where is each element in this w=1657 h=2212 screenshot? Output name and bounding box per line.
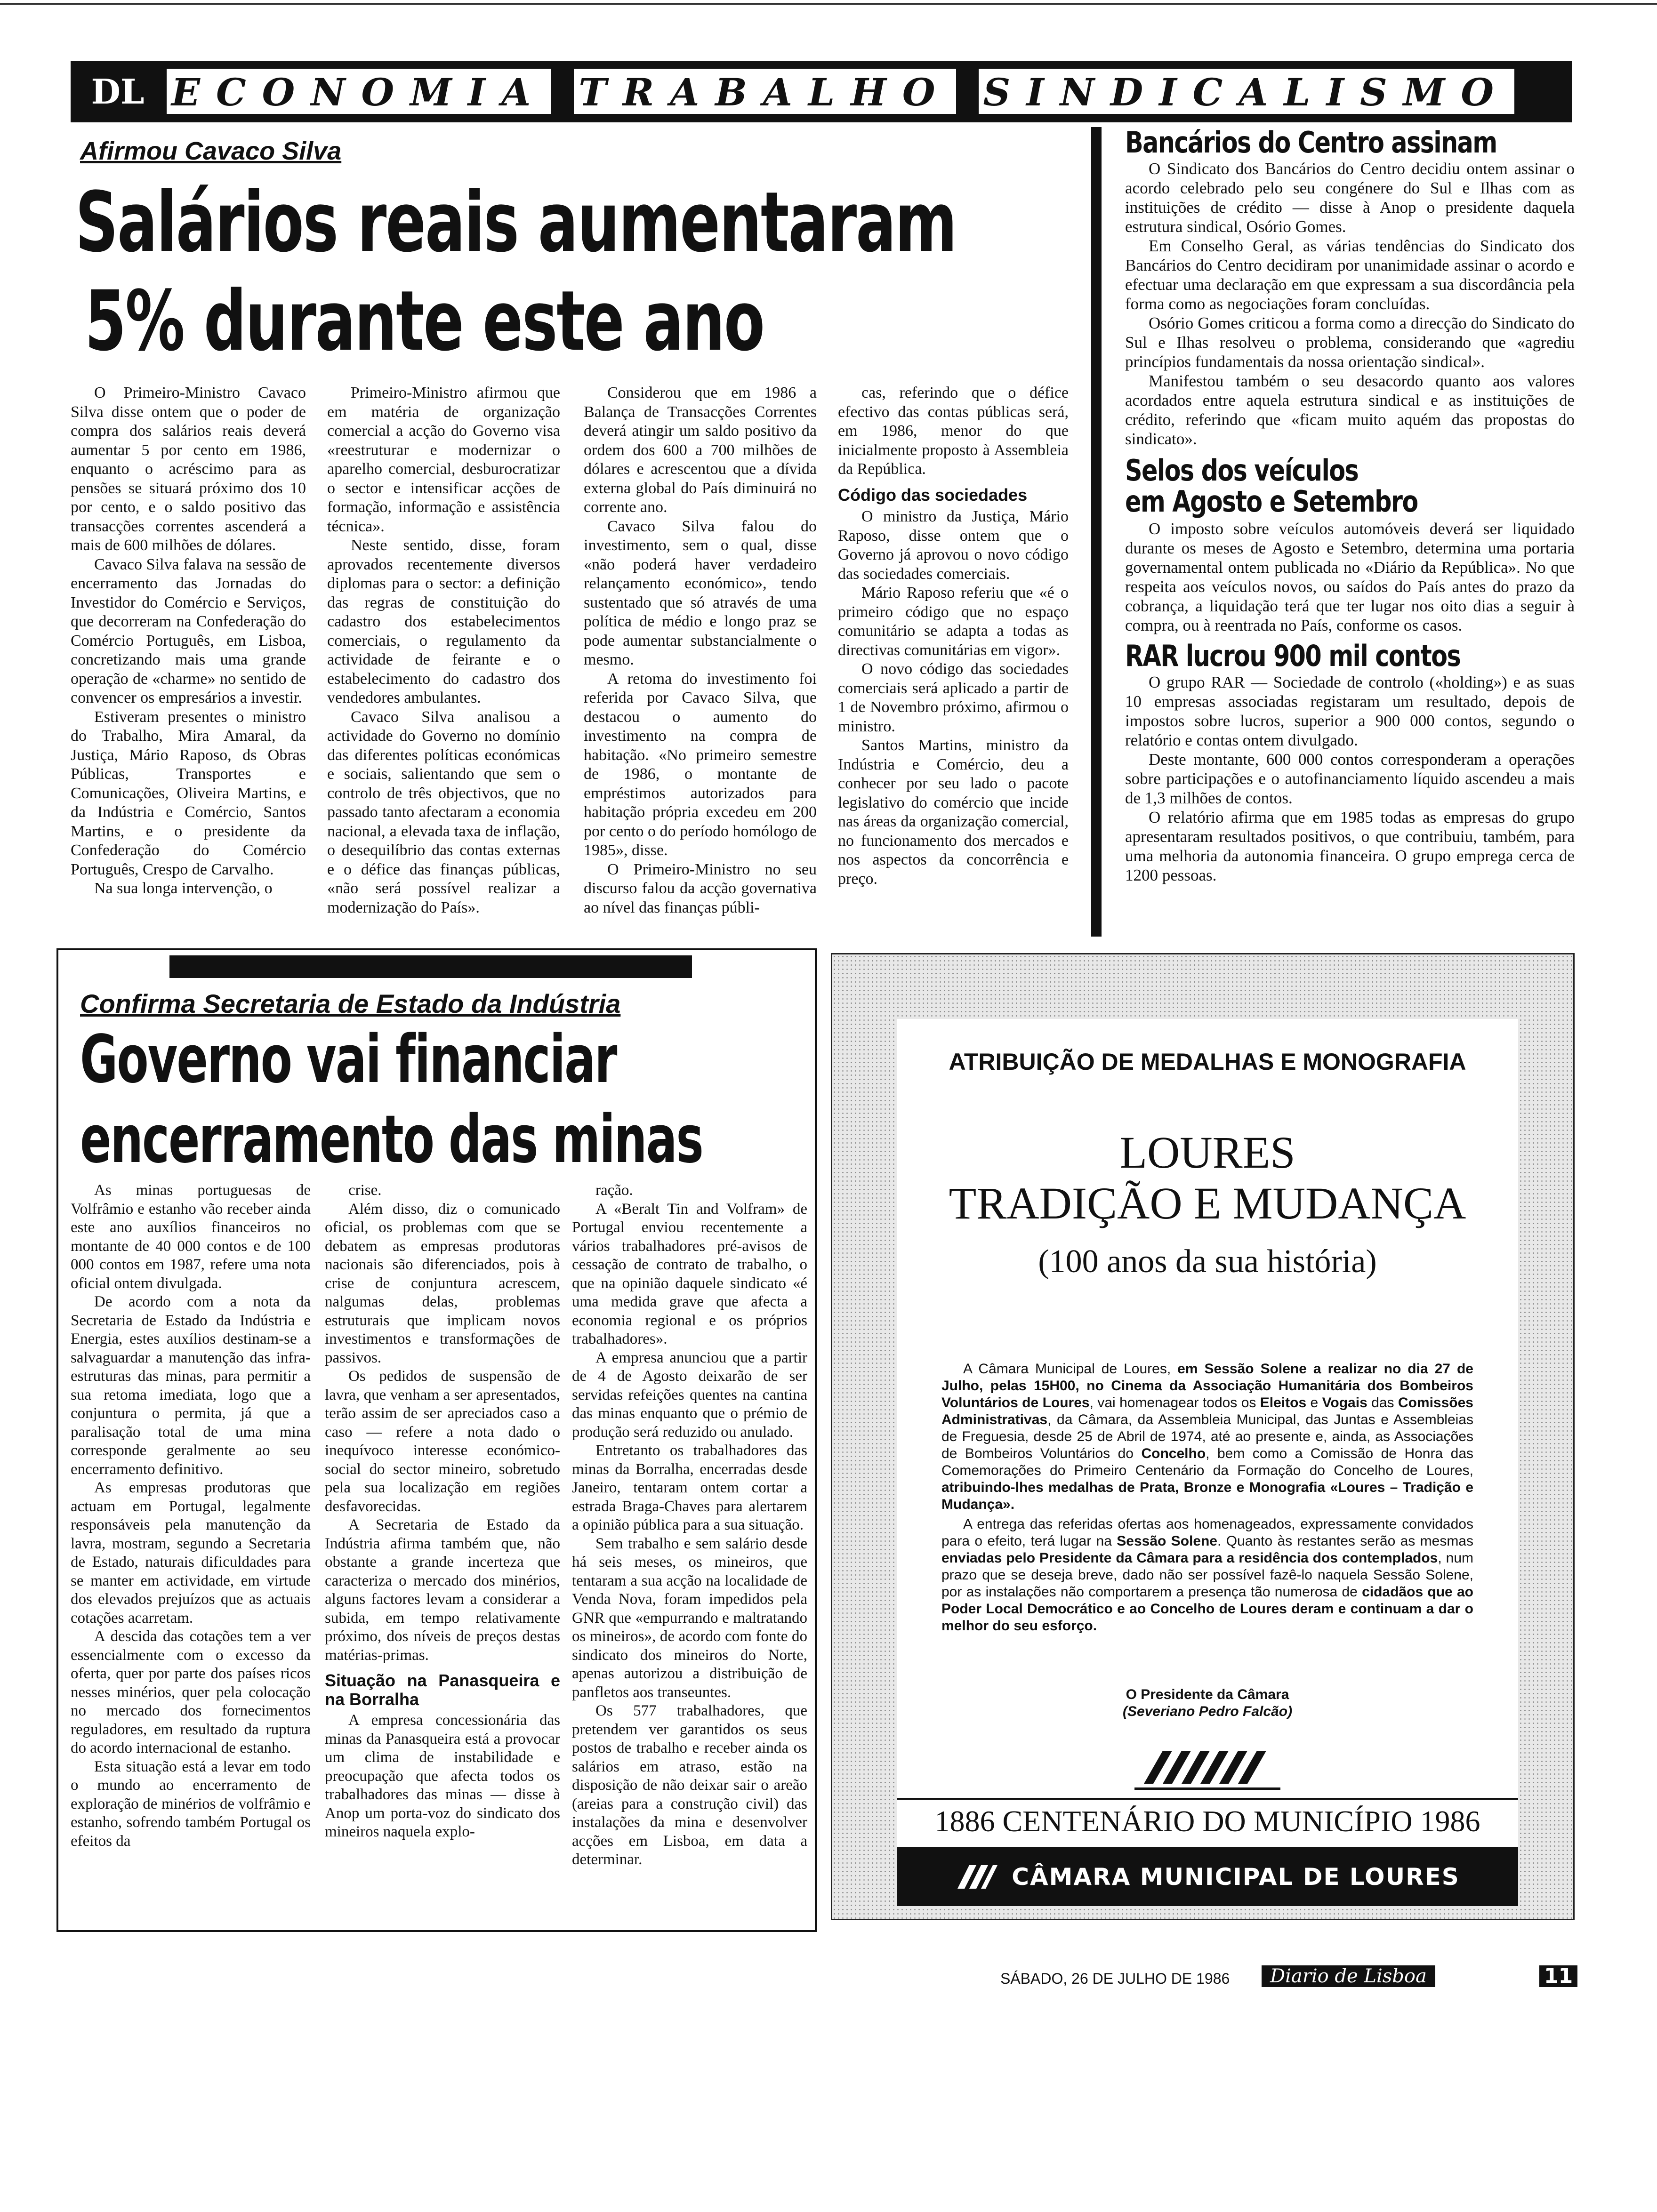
footer-paper-name: Diario de Lisboa xyxy=(1262,1965,1435,1987)
lead-subheading-codigo: Código das sociedades xyxy=(838,485,1028,505)
lead-c3-paragraph: O Primeiro-Ministro no seu discurso falou da acção governativa ao nível das finanças públi- xyxy=(584,860,817,916)
section-trabalho xyxy=(572,67,957,116)
section-sindicalismo xyxy=(977,67,1517,116)
mines-c1-paragraph: As minas portuguesas de Volfrâmio e estanho vão receber ainda este ano auxílios financeiros no montante de 40 000 contos e de 100 000 contos em 1987, refere uma nota oficial ontem divulgada. xyxy=(71,1182,311,1292)
ad-body xyxy=(941,1361,1473,1635)
ad-heading-loures: LOURES xyxy=(1119,1127,1295,1178)
mines-c2-paragraph: crise. xyxy=(348,1182,382,1199)
lead-c4-paragraph: Santos Martins, ministro da Indústria e Comércio, deu a conhecer por seu lado o pacote legislativo do comércio que incide nas áreas da organização comercial, no funcionamento dos mercados e nos aspectos da concorrência e preço. xyxy=(838,737,1069,888)
mines-column-2 xyxy=(325,1181,560,1842)
ad-signature-name: (Severiano Pedro Falcão) xyxy=(1122,1704,1293,1719)
brief-title-selos-2: em Agosto e Setembro xyxy=(1125,484,1418,519)
mines-headline-line1: Governo vai financiar xyxy=(80,1021,617,1098)
mines-c2-paragraph: Os pedidos de suspensão de lavra, que venham a ser apresentados, terão assim de ser apreciados caso a caso — refere a nota dado o inequívoco interesse económico-social do sector mineiro, sobretudo pela sua localização em regiões desfavorecidas. xyxy=(325,1368,560,1515)
footer-page-number: 11 xyxy=(1539,1965,1577,1987)
mines-column-1 xyxy=(71,1181,311,1851)
brief-title-bancarios: Bancários do Centro assinam xyxy=(1125,125,1497,160)
mines-c3-paragraph: A «Beralt Tin and Volfram» de Portugal enviou recentemente a vários trabalhadores pré-avisos de cessação de contrato de trabalho, o que na opinião daquele sindicato «é uma medida grave que afecta a economia regional e os próprios trabalhadores». xyxy=(572,1200,807,1347)
lead-column-2 xyxy=(327,384,560,917)
lead-c1-paragraph: Na sua longa intervenção, o xyxy=(94,880,273,897)
ad-subtitle: (100 anos da sua história) xyxy=(1038,1243,1377,1280)
brief-rar-paragraph: Deste montante, 600 000 contos corresponderam a operações sobre participações e o autofinanciamento líquido ascendeu a mais de 1,3 milhões de contos. xyxy=(1125,750,1575,807)
section-economia xyxy=(165,67,553,116)
paper-logo: DL xyxy=(91,71,145,112)
mines-c1-paragraph: Esta situação está a levar em todo o mundo ao encerramento de exploração de minérios de volfrâmio e estanho, sofrendo também Portugal os efeitos da xyxy=(71,1758,311,1850)
mines-c1-paragraph: A descida das cotações tem a ver essencialmente com o excesso da oferta, quer por parte dos países ricos nesses minérios, quer pela colocação no mercado dos fornecimentos reguladores, em resultado da ruptura do acordo internacional de estanho. xyxy=(71,1628,311,1756)
footer-date: SÁBADO, 26 DE JULHO DE 1986 xyxy=(1000,1970,1230,1987)
lead-c4-paragraph: Mário Raposo referiu que «é o primeiro código que no espaço comunitário se adapta a todas as directivas comunitárias em vigor». xyxy=(838,584,1069,659)
mines-kicker: Confirma Secretaria de Estado da Indústria xyxy=(80,989,621,1018)
mines-c3-paragraph: ração. xyxy=(595,1182,633,1199)
mines-c3-paragraph: Os 577 trabalhadores, que pretendem ver garantidos os seus postos de trabalho e receber ainda os salários em atraso, estão na disposição de não deixar sair o areão (areias para a construção civil) das instalações da mina e desenvolver acções em Lisboa, em data a determinar. xyxy=(572,1702,807,1868)
lead-c3-paragraph: Considerou que em 1986 a Balança de Transacções Correntes deverá atingir um saldo positivo da ordem dos 600 a 700 milhões de dólares e acrescentou que a dívida externa global do País diminuirá no corrente ano. xyxy=(584,384,817,516)
ad-signature-title: O Presidente da Câmara xyxy=(1126,1687,1289,1702)
lead-headline-line2: 5% durante este ano xyxy=(85,273,764,369)
mines-column-3 xyxy=(572,1181,807,1869)
brief-selos-paragraph: O imposto sobre veículos automóveis deverá ser liquidado durante os meses de Agosto e Setembro, determina uma portaria governamental ontem publicada no «Diário da República». No que respeita aos veículos novos, ou saídos do País antes do prazo da cobrança, a liquidação terá que ter lugar nos oito dias a seguir à compra, ou à reentrada no País, conforme os casos. xyxy=(1125,520,1575,634)
ad-paragraph-1: A Câmara Municipal de Loures, em Sessão Solene a realizar no dia 27 de Julho, pelas 15H00, no Cinema da Associação Humanitária dos Bombeiros Voluntários de Loures, vai homenagear todos os Eleitos e Vogais das Comissões Administrativas, da Câmara, da Assembleia Municipal, das Juntas e Assembleias de Freguesia, desde 25 de Abril de 1974, até ao presente e, ainda, as Associações de Bombeiros Voluntários do Concelho, bem como a Comissão de Honra das Comemorações do Primeiro Centenário da Formação do Concelho de Loures, atribuindo-lhes medalhas de Prata, Bronze e Monografia «Loures – Tradição e Mudança». xyxy=(941,1361,1474,1512)
lead-c4-paragraph: O ministro da Justiça, Mário Raposo, disse ontem que o Governo já aprovou o novo código das sociedades comerciais. xyxy=(838,508,1069,583)
section-masthead xyxy=(71,65,1572,118)
ad-centenary: 1886 CENTENÁRIO DO MUNICÍPIO 1986 xyxy=(934,1804,1480,1838)
lead-column-3 xyxy=(584,384,817,917)
municipal-emblem-icon xyxy=(1134,1746,1280,1791)
brief-title-rar: RAR lucrou 900 mil contos xyxy=(1125,639,1461,673)
lead-c1-paragraph: O Primeiro-Ministro Cavaco Silva disse ontem que o poder de compra dos salários reais deverá aumentar 5 por cento em 1986, enquanto o acréscimo para as pensões se situará próximo dos 10 por cento, e o saldo positivo das transacções correntes ascenderá a mais de 600 milhões de dólares. xyxy=(71,384,306,554)
lead-c3-paragraph: Cavaco Silva falou do investimento, sem o qual, disse «não poderá haver verdadeiro relançamento económico», tendo sustentado que só através de uma política de médio e longo praz se pode aumentar substancialmente o mesmo. xyxy=(584,517,817,668)
ad-footer-text: CÂMARA MUNICIPAL DE LOURES xyxy=(1012,1863,1460,1891)
mines-c1-paragraph: De acordo com a nota da Secretaria de Estado da Indústria e Energia, estes auxílios destinam-se a salvaguardar a manutenção das infra-estruturas das minas, para permitir a sua retoma imediata, logo que a conjuntura o permita, já que a paralisação total de uma mina corresponde geralmente ao seu encerramento definitivo. xyxy=(71,1293,311,1478)
brief-rar-paragraph: O relatório afirma que em 1985 todas as empresas do grupo apresentaram resultados positivos, o que contribuiu, também, para uma melhoria da autonomia financeira. O grupo emprega cerca de 1200 pessoas. xyxy=(1125,808,1575,884)
mines-c3-paragraph: Sem trabalho e sem salário desde há seis meses, os mineiros, que tentaram a sua acção na localidade de Venda Nova, foram impedidos pela GNR que «empurrando e maltratando os mineiros», de acordo com fonte do sindicato dos mineiros do Norte, apenas autorizou a distribuição de panfletos aos transeuntes. xyxy=(572,1535,807,1701)
loures-advert xyxy=(897,1019,1518,1854)
brief-bancarios-paragraph: Em Conselho Geral, as várias tendências do Sindicato dos Bancários do Centro decidiram por unanimidade assinar o acordo e efectuar uma declaração em que expressam a sua discordância pela forma como as negociações foram concluídas. xyxy=(1125,237,1575,313)
lead-c2-paragraph: Neste sentido, disse, foram aprovados recentemente diversos diplomas para o sector: a definição das regras de constituição do cadastro dos estabelecimentos comerciais, o regulamento da actividade de feirante e o estabelecimento do cadastro dos vendedores ambulantes. xyxy=(327,537,560,706)
section-word: TRABALHO xyxy=(572,67,957,116)
mines-c1-paragraph: As empresas produtoras que actuam em Portugal, legalmente responsáveis pela manutenção da lavra, mostram, segundo a Secretaria de Estado, naturais dificuldades para se manter em actividade, em virtude dos elevados prejuízos que as actuais cotações acarretam. xyxy=(71,1479,311,1627)
mines-top-bar xyxy=(169,955,692,978)
ad-footer-bar xyxy=(897,1847,1518,1906)
brief-bancarios-paragraph: Manifestou também o seu desacordo quanto aos valores acordados entre aquela estrutura sindical e as instituições de crédito, referindo que «ficam muito aquém das propostas do sindicato». xyxy=(1125,372,1575,448)
ad-centenary-rule xyxy=(897,1798,1518,1800)
brief-title-selos-1: Selos dos veículos xyxy=(1125,453,1359,488)
section-word: ECONOMIA xyxy=(165,67,553,116)
lead-column-1 xyxy=(71,384,306,898)
ad-paragraph-2: A entrega das referidas ofertas aos homenageados, expressamente convidados para o efeito, terá lugar na Sessão Solene. Quanto às restantes serão as mesmas enviadas pelo Presidente da Câmara para a residência dos contemplados, num prazo que se deseja breve, dado não ser possível fazê-lo naquela Sessão Solene, por as instalações não comportarem a presença tão numerosa de cidadãos que ao Poder Local Democrático e ao Concelho de Loures deram e continuam a dar o melhor do seu esforço. xyxy=(941,1516,1473,1634)
mines-c2-paragraph: A empresa concessionária das minas da Panasqueira está a provocar um clima de instabilidade e preocupação que afecta todos os trabalhadores das minas — disse à Anop um porta-voz do sindicato dos mineiros naquela explo- xyxy=(325,1712,560,1840)
lead-headline-line1: Salários reais aumentaram xyxy=(75,174,957,271)
lead-c1-paragraph: Cavaco Silva falava na sessão de encerramento das Jornadas do Investidor do Comércio e Serviços, que decorreram na Confederação do Comércio Português, em Lisboa, concretizando mais uma grande operação de «charme» no sentido de convencer os empresários a investir. xyxy=(71,555,306,706)
brief-rar-paragraph: O grupo RAR — Sociedade de controlo («holding») e as suas 10 empresas associadas registaram um resultado, depois de impostos sobre lucros, superior a 900 000 contos, segundo o relatório e contas ontem divulgado. xyxy=(1125,673,1575,749)
lead-c3-paragraph: A retoma do investimento foi referida por Cavaco Silva, que destacou o aumento do investimento na compra de habitação. «No primeiro semestre de 1986, o montante de empréstimos autorizados para habitação própria excedeu em 200 por cento o do período homólogo de 1985», disse. xyxy=(584,670,817,859)
section-word: SINDICALISMO xyxy=(977,67,1517,116)
sidebar-briefs xyxy=(1125,127,1575,885)
mines-c2-paragraph: A Secretaria de Estado da Indústria afirma também que, não obstante a grande incerteza que caracteriza o mercado dos minérios, alguns factores levam a considerar a subida, em tempo relativamente próximo, dos níveis de preços destas matérias-primas. xyxy=(325,1516,560,1664)
lead-column-4 xyxy=(838,384,1069,889)
ad-heading-tradicao: TRADIÇÃO E MUDANÇA xyxy=(949,1178,1466,1228)
mines-c2-paragraph: Além disso, diz o comunicado oficial, os problemas com que se debatem as empresas produtoras nacionais são diferenciados, pois à crise de conjuntura acrescem, nalgumas delas, problemas estruturais que implicam novos investimentos e transformações de passivos. xyxy=(325,1200,560,1366)
mines-subheading-panasqueira: Situação na Panasqueira e na Borralha xyxy=(325,1671,560,1709)
brief-bancarios-paragraph: O Sindicato dos Bancários do Centro decidiu ontem assinar o acordo celebrado pelo seu congénere do Sul e Ilhas com as instituições de crédito — disse à Anop o presidente daquela estrutura sindical, Osório Gomes. xyxy=(1125,160,1575,236)
ad-title: ATRIBUIÇÃO DE MEDALHAS E MONOGRAFIA xyxy=(949,1049,1466,1075)
lead-kicker: Afirmou Cavaco Silva xyxy=(80,137,342,165)
top-edge-line xyxy=(0,3,1657,5)
lead-c4-paragraph: cas, referindo que o défice efectivo das contas públicas será, em 1986, menor do que inicialmente proposto à Assembleia da República. xyxy=(838,384,1069,478)
sidebar-rule xyxy=(1091,127,1102,937)
mines-headline-line2: encerramento das minas xyxy=(80,1101,703,1178)
lead-c2-paragraph: Primeiro-Ministro afirmou que em matéria de organização comercial a acção do Governo visa «reestruturar e modernizar o aparelho comercial, desburocratizar o sector e intensificar acções de formação, informação e assistência técnica». xyxy=(327,384,560,535)
lead-c2-paragraph: Cavaco Silva analisou a actividade do Governo no domínio das diferentes políticas económicas e sociais, salientando que sem o controlo de três objectivos, que no passado tanto afectaram a economia nacional, a elevada taxa de inflação, o desequilíbrio das contas externas e o défice das finanças públicas, «não será possível realizar a modernização do País». xyxy=(327,708,560,916)
mines-c3-paragraph: A empresa anunciou que a partir de 4 de Agosto deixarão de ser servidas refeições quentes na cantina das minas enquanto que o prémio de produção será reduzido ou anulado. xyxy=(572,1349,807,1441)
brief-bancarios-paragraph: Osório Gomes criticou a forma como a direcção do Sindicato do Sul e Ilhas resolveu o problema, considerando que «agrediu princípios fundamentais da nossa orientação sindical». xyxy=(1125,314,1575,371)
lead-c4-paragraph: O novo código das sociedades comerciais será aplicado a partir de 1 de Novembro próximo, afirmou o ministro. xyxy=(838,660,1069,735)
mines-c3-paragraph: Entretanto os trabalhadores das minas da Borralha, encerradas desde Janeiro, tentaram ontem cortar a estrada Braga-Chaves para alertarem a opinião pública para a sua situação. xyxy=(572,1442,807,1533)
lead-c1-paragraph: Estiveram presentes o ministro do Trabalho, Mira Amaral, da Justiça, Mário Raposo, ds Obras Públicas, Transportes e Comunicações, Oliveira Martins, e da Indústria e Comércio, Santos Martins, e o presidente da Confederação do Comércio Português, Crespo de Carvalho. xyxy=(71,708,306,878)
loures-logo-icon xyxy=(955,1860,997,1893)
